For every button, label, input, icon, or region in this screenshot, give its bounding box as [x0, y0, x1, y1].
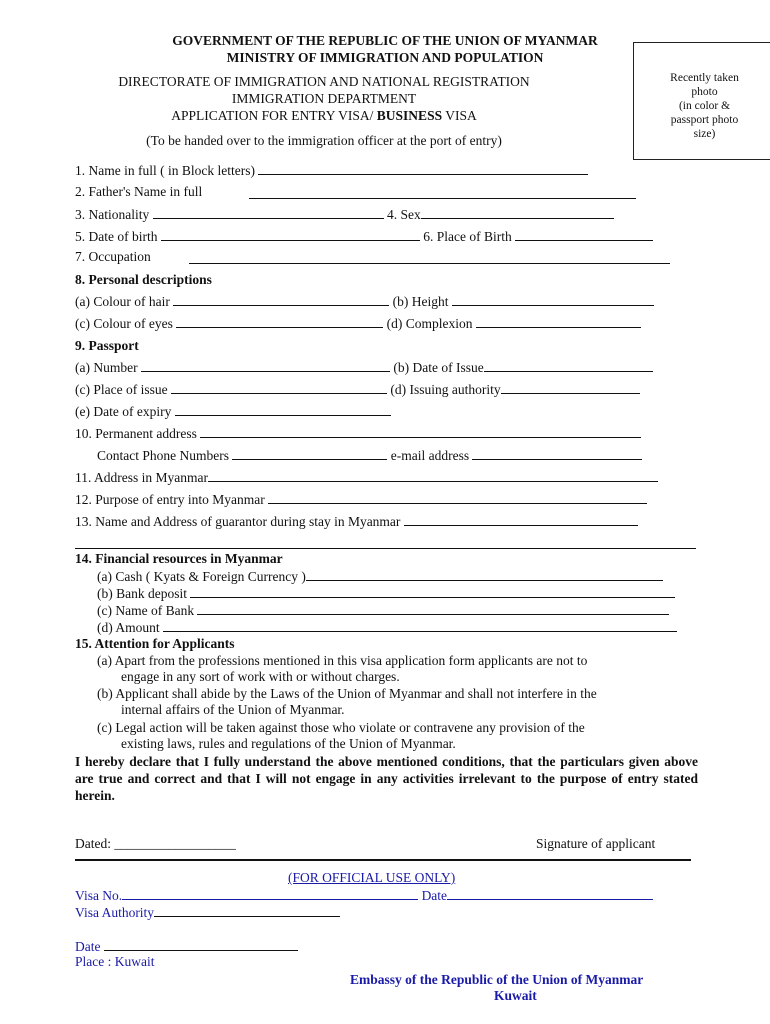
place-field: Place : Kuwait — [75, 954, 155, 969]
date-of-expiry-line[interactable] — [175, 403, 391, 416]
name-in-full-line[interactable] — [258, 162, 588, 175]
field-colour-of-eyes: (c) Colour of eyes (d) Complexion — [75, 315, 641, 332]
guarantor-extra-line[interactable] — [75, 548, 696, 549]
field-nationality: 3. Nationality 4. Sex — [75, 206, 614, 223]
header-application-title: APPLICATION FOR ENTRY VISA/ BUSINESS VISA — [171, 108, 477, 123]
passport-number-line[interactable] — [141, 359, 390, 372]
visa-no-field: Visa No. Date — [75, 887, 653, 904]
dated-field[interactable]: Dated: __________________ — [75, 836, 236, 851]
field-purpose-of-entry: 12. Purpose of entry into Myanmar — [75, 491, 647, 508]
nationality-line[interactable] — [153, 206, 384, 219]
field-place-of-issue: (c) Place of issue (d) Issuing authority — [75, 381, 640, 398]
field-name-in-full: 1. Name in full ( in Block letters) — [75, 162, 588, 179]
attention-b-line1: (b) Applicant shall abide by the Laws of the Union of Myanmar and shall not interfere in the — [97, 686, 597, 701]
place-of-birth-line[interactable] — [515, 228, 653, 241]
attention-a-line1: (a) Apart from the professions mentioned in this visa application form applicants are not to — [97, 653, 588, 668]
cash-line[interactable] — [306, 568, 663, 581]
visa-no-line[interactable] — [122, 887, 418, 900]
field-name-of-bank: (c) Name of Bank — [97, 602, 669, 619]
section-personal-descriptions: 8. Personal descriptions — [75, 272, 212, 287]
field-passport-number: (a) Number (b) Date of Issue — [75, 359, 653, 376]
embassy-name: Embassy of the Republic of the Union of Myanmar — [350, 972, 644, 987]
photo-box[interactable]: Recently taken photo (in color & passport photo size) — [633, 42, 770, 160]
issuing-authority-line[interactable] — [501, 381, 640, 394]
colour-of-hair-line[interactable] — [173, 293, 389, 306]
bank-deposit-line[interactable] — [190, 585, 675, 598]
field-date-of-expiry: (e) Date of expiry — [75, 403, 391, 420]
section-attention: 15. Attention for Applicants — [75, 636, 235, 651]
amount-line[interactable] — [163, 619, 677, 632]
field-cash: (a) Cash ( Kyats & Foreign Currency ) — [97, 568, 663, 585]
field-occupation: 7. Occupation — [75, 249, 151, 264]
header-department: IMMIGRATION DEPARTMENT — [231, 91, 417, 106]
field-guarantor: 13. Name and Address of guarantor during stay in Myanmar — [75, 513, 638, 530]
official-date-line[interactable] — [447, 887, 653, 900]
date-of-birth-line[interactable] — [161, 228, 420, 241]
field-date-of-birth: 5. Date of birth 6. Place of Birth — [75, 228, 653, 245]
guarantor-line[interactable] — [404, 513, 638, 526]
header-government: GOVERNMENT OF THE REPUBLIC OF THE UNION OF MYANMAR — [172, 33, 598, 48]
height-line[interactable] — [452, 293, 654, 306]
place-of-issue-line[interactable] — [171, 381, 387, 394]
signature-divider — [75, 859, 691, 861]
field-address-in-myanmar: 11. Address in Myanmar — [75, 469, 658, 486]
attention-c-line1: (c) Legal action will be taken against those who violate or contravene any provision of the — [97, 720, 585, 735]
field-contact-phone: Contact Phone Numbers e-mail address — [97, 447, 642, 464]
section-financial-resources: 14. Financial resources in Myanmar — [75, 551, 283, 566]
colour-of-eyes-line[interactable] — [176, 315, 383, 328]
declaration-text: I hereby declare that I fully understand the above mentioned conditions, that the particulars given above are true and correct and that I will not engage in any activities irrelevant to the purpose of entry stated herein. — [75, 754, 698, 803]
field-bank-deposit: (b) Bank deposit — [97, 585, 675, 602]
name-of-bank-line[interactable] — [197, 602, 669, 615]
header-ministry: MINISTRY OF IMMIGRATION AND POPULATION — [226, 50, 544, 65]
permanent-address-line[interactable] — [200, 425, 641, 438]
date2-line[interactable] — [104, 938, 298, 951]
attention-b-line2: internal affairs of the Union of Myanmar. — [121, 702, 345, 717]
field-fathers-name: 2. Father's Name in full — [75, 184, 203, 199]
field-colour-of-hair: (a) Colour of hair (b) Height — [75, 293, 654, 310]
header-note: (To be handed over to the immigration officer at the port of entry) — [146, 133, 502, 148]
section-passport: 9. Passport — [75, 338, 139, 353]
date-of-issue-line[interactable] — [484, 359, 653, 372]
purpose-of-entry-line[interactable] — [268, 491, 647, 504]
header-directorate: DIRECTORATE OF IMMIGRATION AND NATIONAL REGISTRATION — [118, 74, 530, 89]
contact-phone-line[interactable] — [232, 447, 387, 460]
address-in-myanmar-line[interactable] — [208, 469, 658, 482]
complexion-line[interactable] — [476, 315, 641, 328]
visa-authority-line[interactable] — [154, 904, 340, 917]
date2-field: Date — [75, 938, 298, 955]
attention-c-line2: existing laws, rules and regulations of the Union of Myanmar. — [121, 736, 456, 751]
sex-line[interactable] — [421, 206, 614, 219]
signature-of-applicant: Signature of applicant — [536, 836, 656, 851]
field-permanent-address: 10. Permanent address — [75, 425, 641, 442]
email-address-line[interactable] — [472, 447, 642, 460]
attention-a-line2: engage in any sort of work with or without charges. — [121, 669, 400, 684]
occupation-line[interactable] — [189, 251, 670, 264]
official-use-title: (FOR OFFICIAL USE ONLY) — [288, 870, 456, 885]
field-amount: (d) Amount — [97, 619, 677, 636]
embassy-city: Kuwait — [494, 988, 537, 1003]
fathers-name-line[interactable] — [249, 186, 636, 199]
visa-authority-field: Visa Authority — [75, 904, 340, 921]
